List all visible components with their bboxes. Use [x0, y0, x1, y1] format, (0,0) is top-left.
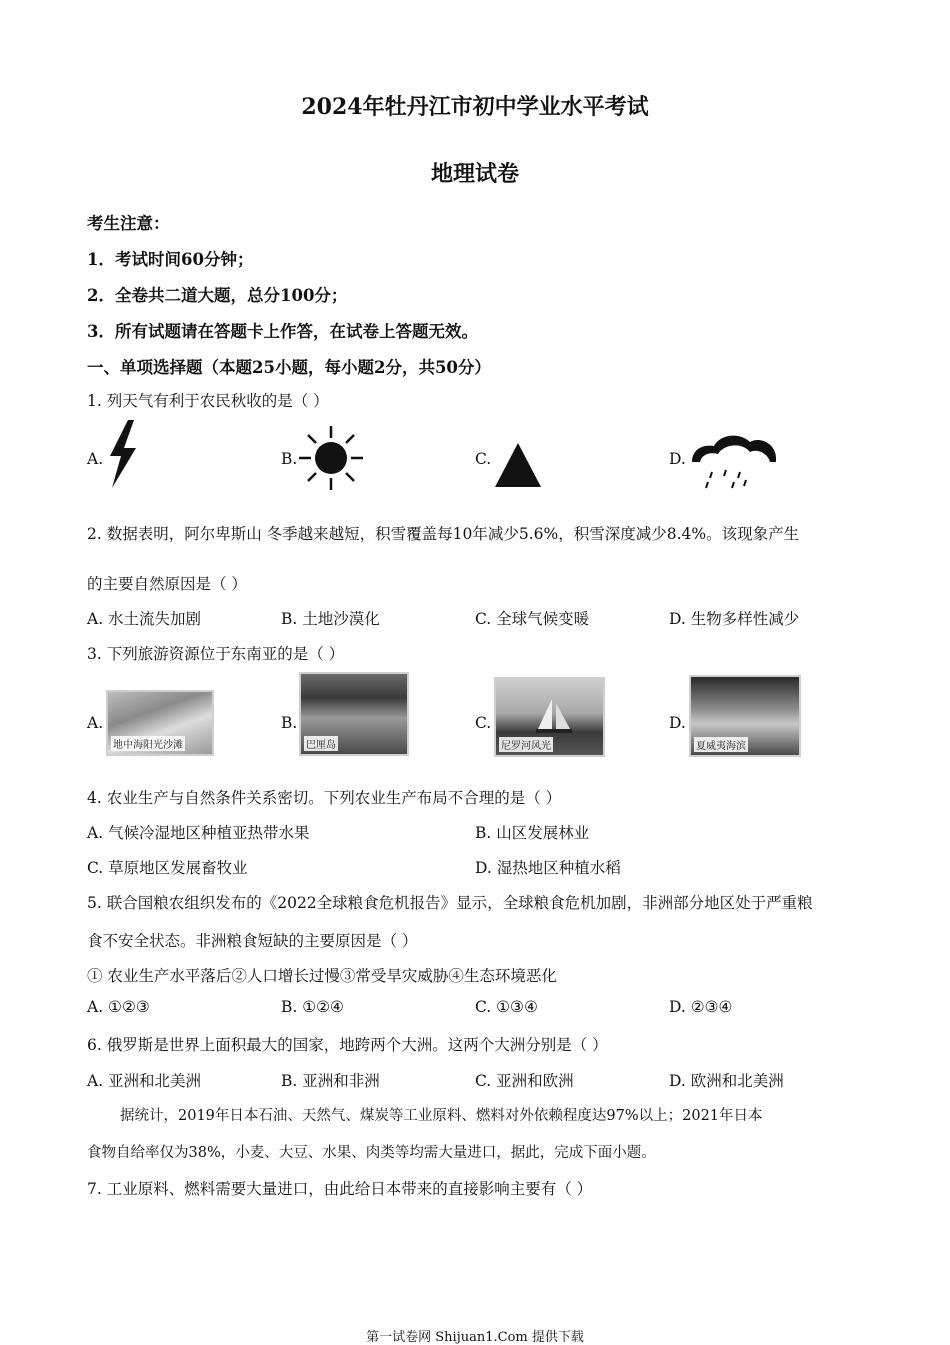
question-7-stem: 7. 工业原料、燃料需要大量进口，由此给日本带来的直接影响主要有（ ）: [87, 1180, 593, 1198]
island-photo: [299, 672, 409, 756]
question-2-stem: 2. 数据表明，阿尔卑斯山 冬季越来越短，积雪覆盖每10年减少5.6%，积雪深度减少8.4%。该现象产生: [87, 525, 800, 543]
river-photo: [494, 677, 605, 757]
reading-passage: 据统计，2019年日本石油、天然气、煤炭等工业原料、燃料对外依赖程度达97%以上；2021年日本: [120, 1108, 763, 1124]
q1-option-c-label: C.: [475, 450, 492, 468]
question-5-stem: 5. 联合国粮农组织发布的《2022全球粮食危机报告》显示，全球粮食危机加剧，非洲部分地区处于严重粮: [87, 894, 813, 912]
q6-option-d: D. 欧洲和北美洲: [669, 1072, 784, 1090]
q1-option-d-label: D.: [669, 450, 686, 468]
q4-option-a: A. 气候冷湿地区种植亚热带水果: [87, 824, 310, 842]
q2-option-a: A. 水土流失加剧: [87, 610, 202, 628]
q3-option-d-label: D.: [669, 714, 686, 732]
q2-option-b: B. 土地沙漠化: [281, 610, 380, 628]
photo-caption: 尼罗河风光: [499, 737, 553, 752]
rain-cloud-icon: [688, 428, 780, 490]
question-3-stem: 3. 下列旅游资源位于东南亚的是（ ）: [87, 645, 345, 663]
triangle-icon: [493, 441, 543, 489]
q6-option-a: A. 亚洲和北美洲: [87, 1072, 202, 1090]
seaside-photo: [689, 675, 801, 757]
notice-item: 3．所有试题请在答题卡上作答，在试卷上答题无效。: [87, 322, 478, 341]
photo-caption: 夏威夷海滨: [694, 737, 748, 752]
sailboat-icon: [534, 697, 574, 737]
q6-option-c: C. 亚洲和欧洲: [475, 1072, 574, 1090]
q3-option-c-label: C.: [475, 714, 492, 732]
question-5-stem: 食不安全状态。非洲粮食短缺的主要原因是（ ）: [87, 932, 418, 950]
q4-option-b: B. 山区发展林业: [475, 824, 590, 842]
q2-option-c: C. 全球气候变暖: [475, 610, 590, 628]
q3-option-a-label: A.: [87, 714, 104, 732]
lightning-icon: [106, 420, 140, 488]
q5-option-b: B. ①②④: [281, 998, 344, 1016]
beach-photo: [106, 690, 214, 756]
q4-option-d: D. 湿热地区种植水稻: [475, 859, 621, 877]
exam-title: 2024年牡丹江市初中学业水平考试: [301, 94, 649, 120]
sun-icon: [298, 425, 364, 491]
section-heading: 一、单项选择题（本题25小题，每小题2分，共50分）: [87, 358, 491, 377]
q2-option-d: D. 生物多样性减少: [669, 610, 800, 628]
q3-option-b-label: B.: [281, 714, 298, 732]
photo-caption: 巴厘岛: [304, 736, 338, 751]
q4-option-c: C. 草原地区发展畜牧业: [87, 859, 248, 877]
question-4-stem: 4. 农业生产与自然条件关系密切。下列农业生产布局不合理的是（ ）: [87, 789, 562, 807]
page-footer: 第一试卷网 Shijuan1.Com 提供下载: [366, 1330, 584, 1345]
q5-option-d: D. ②③④: [669, 998, 733, 1016]
notice-item: 2．全卷共二道大题，总分100分；: [87, 286, 348, 305]
question-6-stem: 6. 俄罗斯是世界上面积最大的国家，地跨两个大洲。这两个大洲分别是（ ）: [87, 1036, 608, 1054]
question-2-stem: 的主要自然原因是（ ）: [87, 575, 247, 593]
notice-heading: 考生注意：: [87, 214, 170, 233]
question-1-stem: 1. 列天气有利于农民秋收的是（ ）: [87, 392, 329, 410]
question-5-statements: ① 农业生产水平落后②人口增长过慢③常受旱灾威胁④生态环境恶化: [87, 967, 557, 985]
q5-option-c: C. ①③④: [475, 998, 538, 1016]
exam-subtitle: 地理试卷: [430, 161, 519, 187]
photo-caption: 地中海阳光沙滩: [111, 736, 185, 751]
notice-item: 1．考试时间60分钟；: [87, 250, 254, 269]
q1-option-a-label: A.: [87, 450, 104, 468]
q5-option-a: A. ①②③: [87, 998, 150, 1016]
q1-option-b-label: B.: [281, 450, 298, 468]
reading-passage: 食物自给率仅为38%，小麦、大豆、水果、肉类等均需大量进口，据此，完成下面小题。: [87, 1145, 656, 1161]
q6-option-b: B. 亚洲和非洲: [281, 1072, 380, 1090]
